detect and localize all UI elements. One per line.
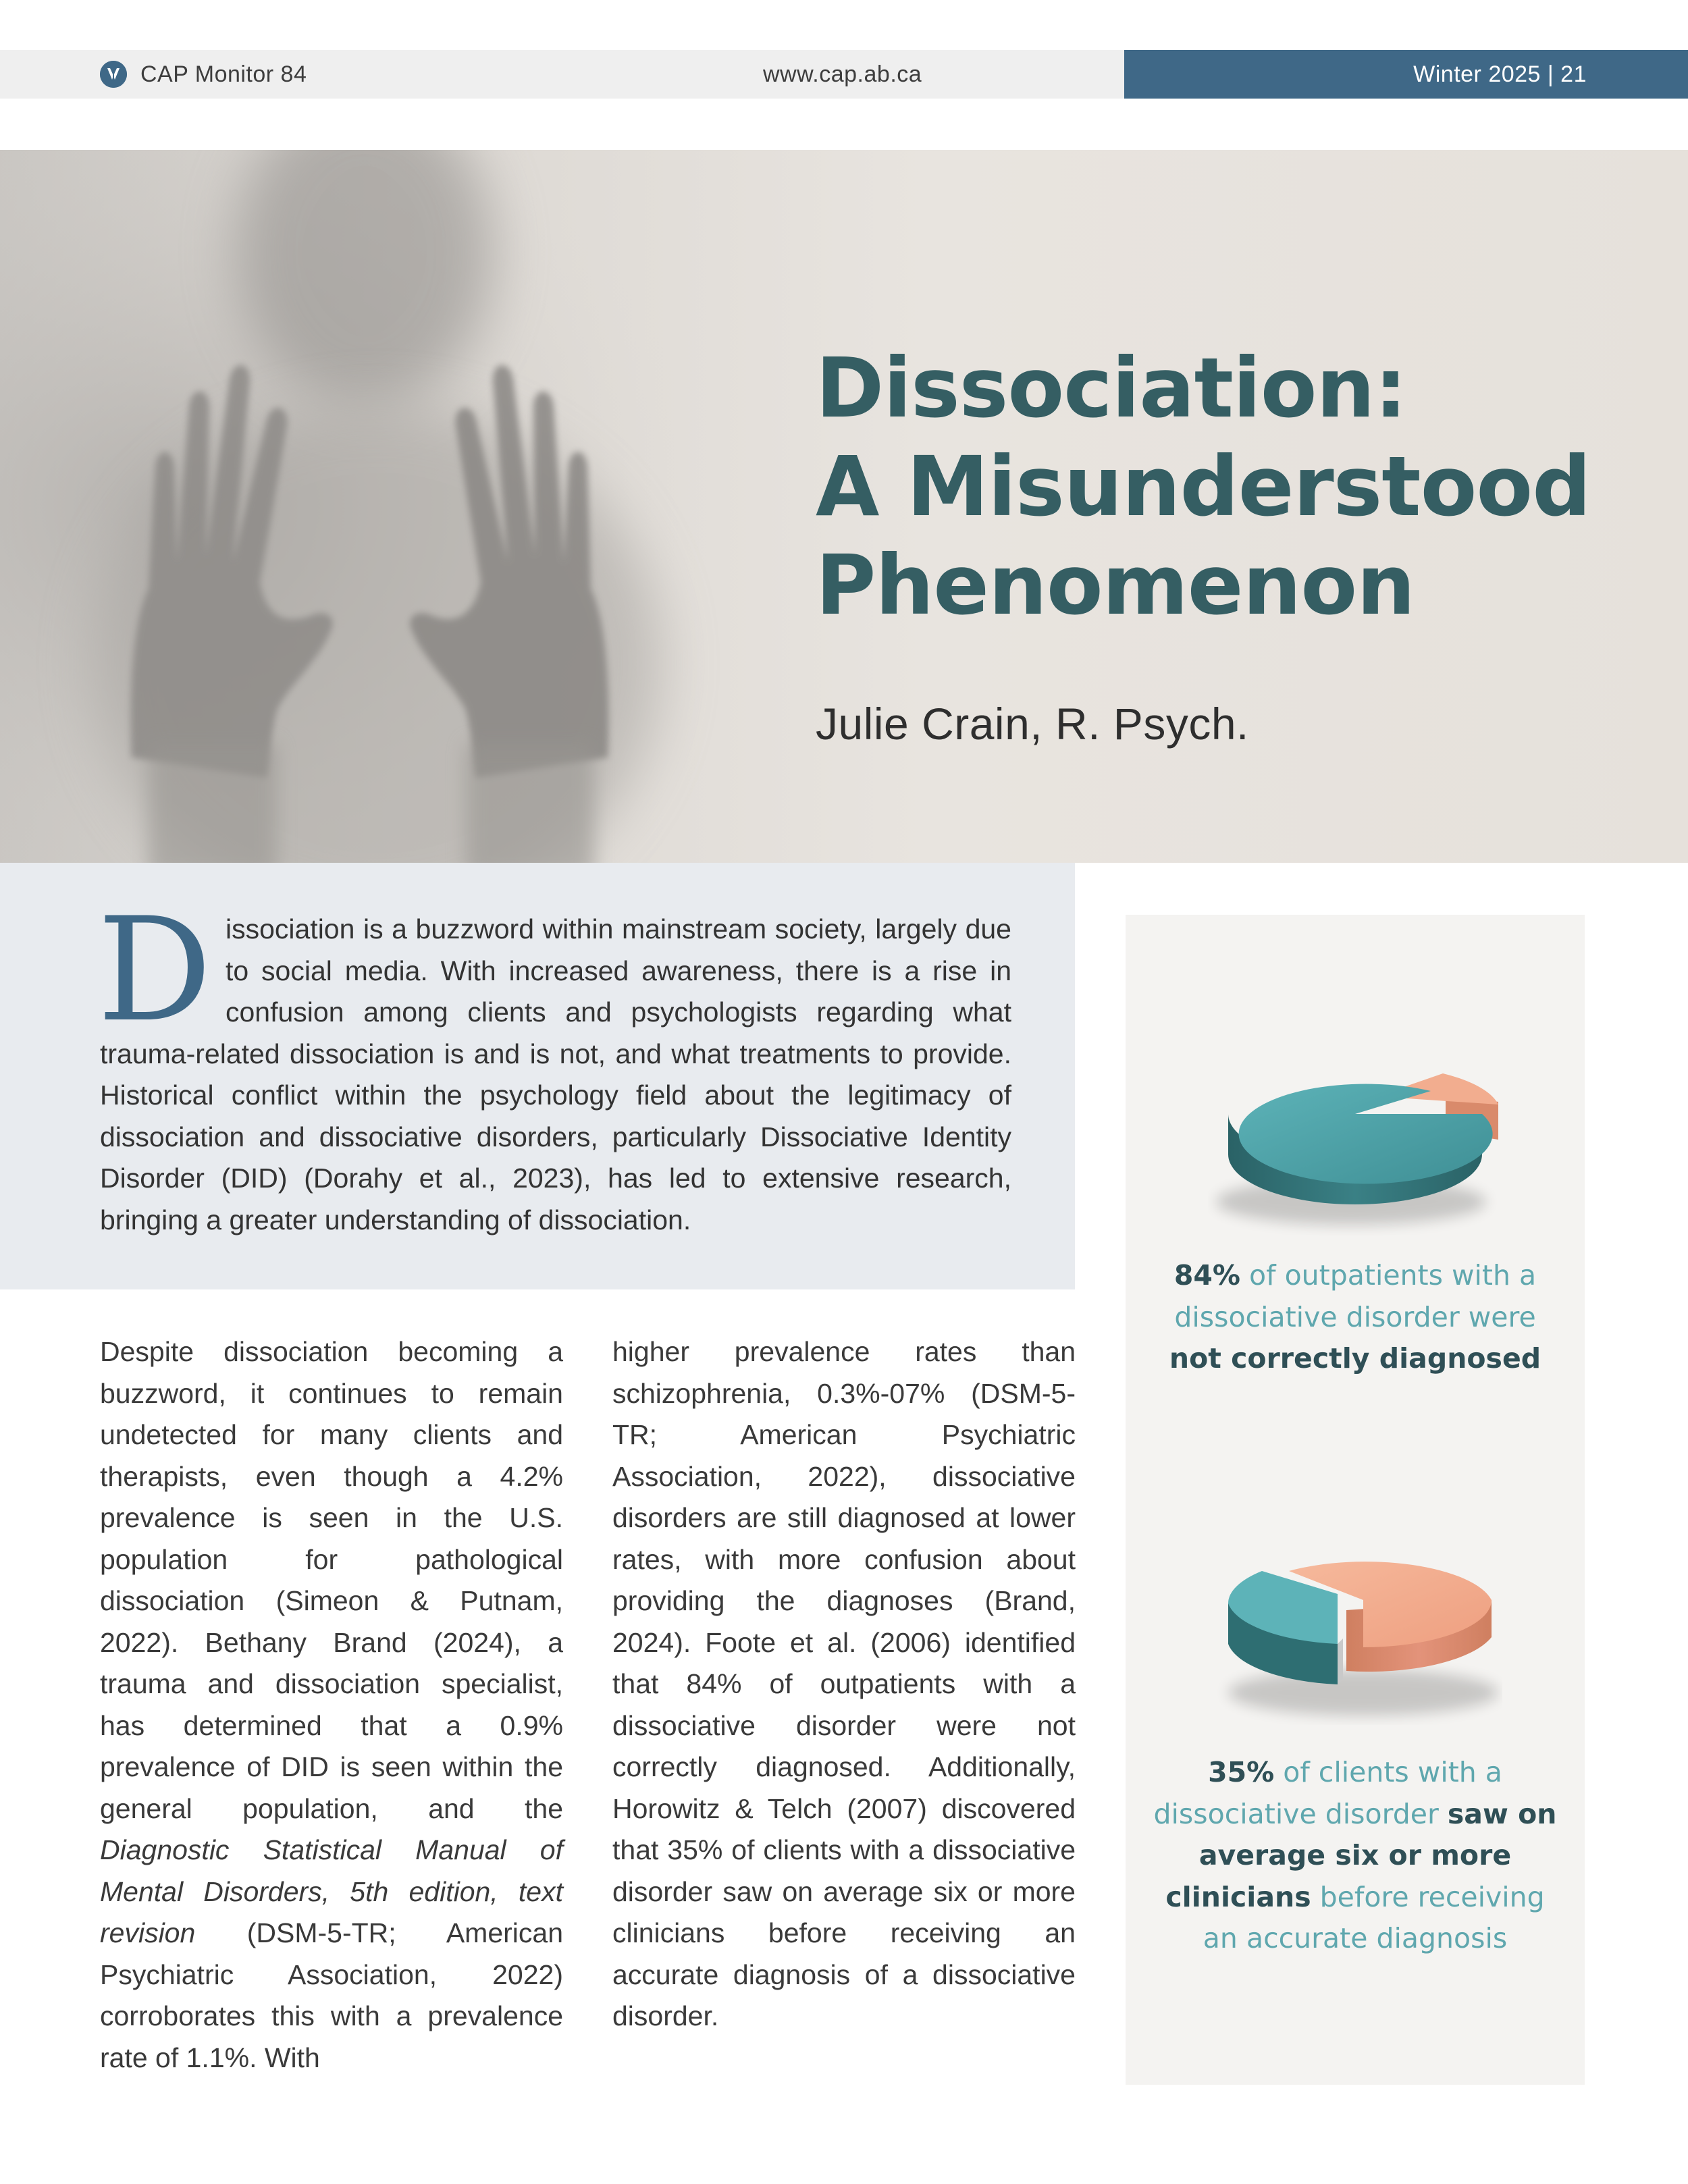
- article-title-line-2: A Misunderstood: [816, 439, 1591, 535]
- pie-chart-35: [1208, 1536, 1502, 1725]
- pie-chart-84: [1208, 1046, 1502, 1235]
- author-byline: Julie Crain, R. Psych.: [816, 699, 1249, 749]
- stat-35-text-c: before receiving an accurate diagnosis: [1203, 1880, 1545, 1954]
- column1-text-a: Despite dissociation becoming a buzzword, it continues to remain undetected for many clients and therapists, even though a 4.2% prevalence is seen in the U.S. population for pathological dissociation (Simeon & Putnam, 2022). Bethany Brand (2024), a trauma and dissociation specialist, has determined that a 0.9% prevalence of DID is seen within the general population, and the: [100, 1336, 563, 1824]
- header-bar: [0, 50, 1688, 99]
- stat-35-text-a: of clients with a dissociative disorder: [1153, 1756, 1502, 1830]
- intro-paragraph: [97, 886, 1011, 1241]
- column1-italic-title: Diagnostic Statistical Manual of Mental Disorders, 5th edition, text revision: [100, 1834, 563, 1948]
- issue-and-page: Winter 2025 | 21: [1413, 61, 1587, 87]
- stats-sidebar: [1126, 915, 1585, 2085]
- intro-block: [0, 863, 1075, 1289]
- stat-35-percent: 35%: [1208, 1756, 1275, 1788]
- article-title-line-1: Dissociation:: [816, 340, 1407, 436]
- intro-text: issociation is a buzzword within mainstream society, largely due to social media. With increased awareness, there is a rise in confusion among clients and psychologists regarding what trauma-related dissociation is and is not, and what treatments to provide. Historical conflict within the psychology field about the legitimacy of dissociation and dissociative disorders, particularly Dissociative Identity Disorder (DID) (Dorahy et al., 2023), has led to extensive research, bringing a greater understanding of dissociation.: [100, 913, 1011, 1235]
- stat-84-emphasis: not correctly diagnosed: [1169, 1342, 1541, 1375]
- publication-name: CAP Monitor 84: [140, 61, 307, 87]
- stat-84-caption: [1153, 1255, 1558, 1380]
- column1-text-b: (DSM-5-TR; American Psychiatric Association, 2022) corroborates this with a prevalence rate of 1.1%. With: [100, 1917, 563, 2073]
- stat-35-caption: [1153, 1752, 1558, 1960]
- header-left-band: [0, 50, 1124, 99]
- body-column-2: [612, 1331, 1076, 2037]
- header-right-band: [1124, 50, 1688, 99]
- stat-35-emphasis: saw on average six or more clinicians: [1165, 1797, 1557, 1913]
- article-title-line-3: Phenomenon: [816, 537, 1415, 633]
- website-link[interactable]: www.cap.ab.ca: [763, 61, 922, 87]
- article-title: [816, 339, 1626, 635]
- stat-84-text: of outpatients with a dissociative disorder were: [1174, 1259, 1537, 1333]
- stat-84-percent: 84%: [1173, 1259, 1240, 1291]
- drop-cap: D: [97, 886, 212, 1053]
- cap-logo-icon: [100, 61, 127, 88]
- column2-text: higher prevalence rates than schizophrenia, 0.3%-07% (DSM-5-TR; American Psychiatric Association, 2022), dissociative disorders are still diagnosed at lower rates, with more confusion about providing the diagnoses (Brand, 2024). Foote et al. (2006) identified that 84% of outpatients with a dissociative disorder were not correctly diagnosed. Additionally, Horowitz & Telch (2007) discovered that 35% of clients with a dissociative disorder saw on average six or more clinicians before receiving an accurate diagnosis of a dissociative disorder.: [612, 1336, 1076, 2031]
- body-column-1: [100, 1331, 563, 2079]
- hero-banner: [0, 150, 1688, 863]
